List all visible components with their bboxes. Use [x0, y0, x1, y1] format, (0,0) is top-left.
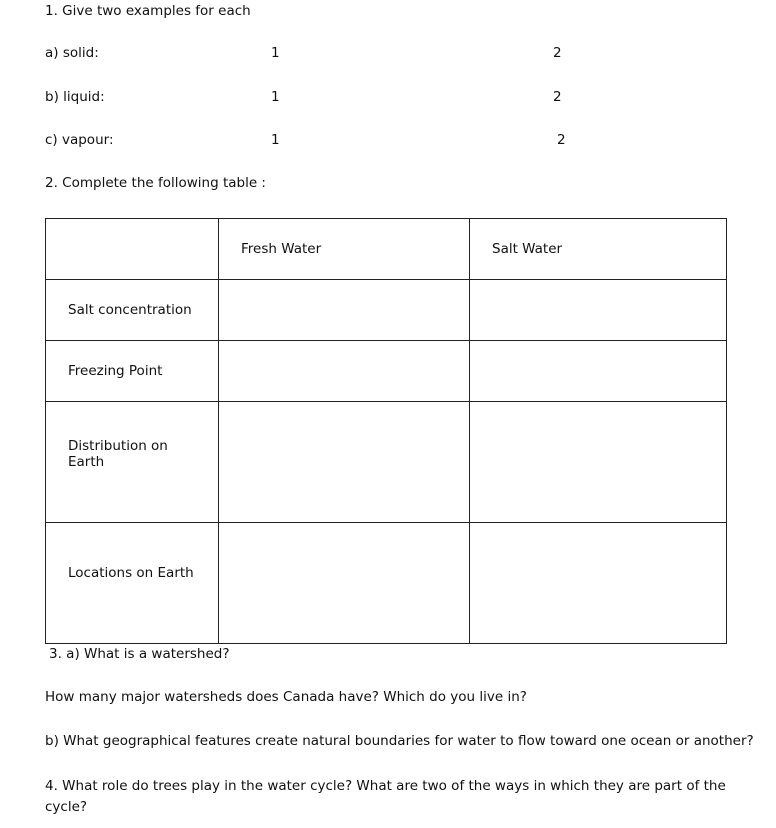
table-row [46, 523, 727, 644]
salt-water-answer-cell[interactable] [470, 402, 727, 523]
table-row [46, 402, 727, 523]
q1-row-vapour-second: 2 [557, 132, 566, 148]
question-3b-text: b) What geographical features create natural boundaries for water to flow toward one ocean or another? [45, 733, 754, 749]
q1-row-solid-first: 1 [271, 45, 280, 61]
q1-row-liquid-second: 2 [553, 89, 562, 105]
q1-row-vapour-label: c) vapour: [45, 132, 114, 148]
row-label-distribution-on-earth: Distribution on Earth [46, 402, 219, 523]
table-row [46, 280, 727, 341]
question-2-heading: 2. Complete the following table : [45, 175, 266, 191]
q1-row-solid-label: a) solid: [45, 45, 99, 61]
q1-row-vapour-first: 1 [271, 132, 280, 148]
table-row [46, 341, 727, 402]
question-4-text: 4. What role do trees play in the water cycle? What are two of the ways in which they are part of the cycle? [45, 778, 726, 815]
question-3a-text: 3. a) What is a watershed? [49, 646, 230, 662]
fresh-water-answer-cell[interactable] [219, 523, 470, 644]
q1-row-liquid-first: 1 [271, 89, 280, 105]
table-header-row [46, 219, 727, 280]
table-header-blank [46, 219, 219, 280]
q1-row-liquid-label: b) liquid: [45, 89, 105, 105]
row-label-salt-concentration: Salt concentration [46, 280, 219, 341]
table-header-fresh-water: Fresh Water [219, 219, 470, 280]
row-label-freezing-point: Freezing Point [46, 341, 219, 402]
fresh-water-answer-cell[interactable] [219, 341, 470, 402]
question-3-followup-text: How many major watersheds does Canada have? Which do you live in? [45, 689, 527, 705]
fresh-water-answer-cell[interactable] [219, 402, 470, 523]
q1-row-solid-second: 2 [553, 45, 562, 61]
salt-water-answer-cell[interactable] [470, 523, 727, 644]
question-1-heading: 1. Give two examples for each [45, 3, 251, 19]
table-header-salt-water: Salt Water [470, 219, 727, 280]
fresh-water-answer-cell[interactable] [219, 280, 470, 341]
comparison-table [45, 218, 727, 644]
row-label-locations-on-earth: Locations on Earth [46, 523, 219, 644]
salt-water-answer-cell[interactable] [470, 280, 727, 341]
salt-water-answer-cell[interactable] [470, 341, 727, 402]
